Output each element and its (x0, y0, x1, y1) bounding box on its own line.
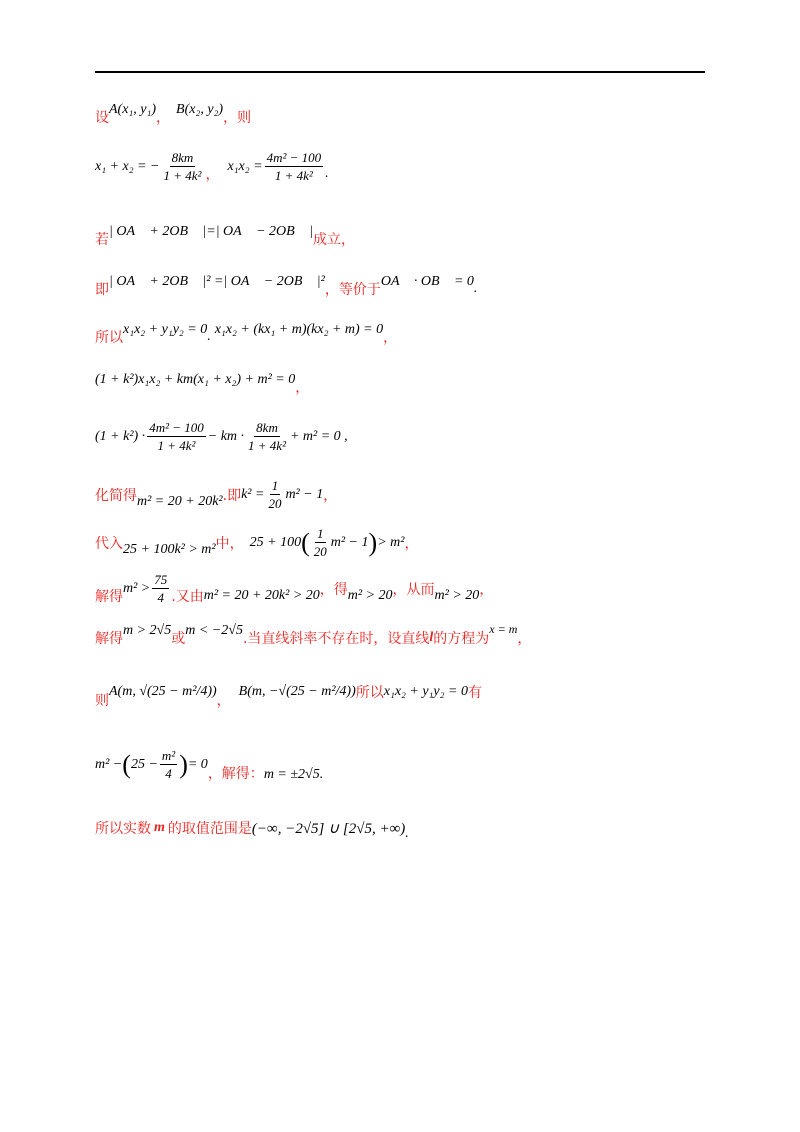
math-term: − km · (207, 428, 245, 444)
math-ineq: m² > 20 (434, 587, 480, 603)
line-vieta (95, 150, 329, 183)
line-then (95, 682, 482, 709)
text: 所以 (95, 330, 123, 346)
text: 中， (215, 535, 244, 552)
line-plug-in (95, 526, 418, 559)
math-var: l (429, 630, 434, 645)
text: ， (517, 631, 532, 647)
right-paren: ) (179, 749, 188, 779)
text: ， (323, 487, 338, 504)
text: 所以实数 (95, 821, 151, 837)
right-paren: ) (368, 527, 378, 557)
text: ，从而 (392, 581, 435, 598)
text: ，得 (319, 581, 348, 598)
math-point-b: B(x₂, y₂) (176, 102, 224, 117)
text: 成立， (312, 232, 355, 248)
text: .又由 (171, 588, 204, 605)
text: . (319, 766, 324, 782)
math-term: m² − 1 (285, 486, 324, 502)
text: 化简得 (95, 487, 137, 504)
math-term: k² = (241, 486, 265, 502)
math-term: + m² = 0 , (289, 428, 348, 444)
text: ， (156, 110, 171, 126)
line-square (95, 272, 478, 298)
math-dot-product: OA⃗ · OB⃗ = 0 (380, 274, 474, 289)
math-term: > m² (377, 534, 405, 550)
math-eq: x = m (489, 621, 518, 636)
line-condition (95, 222, 355, 248)
math-product: x₁x₂ = (227, 158, 263, 174)
header-rule (95, 71, 705, 73)
math-eq: x₁x₂ + y₁y₂ = 0 (383, 684, 468, 699)
math-term: m² > (123, 580, 151, 596)
text: 解得 (95, 588, 123, 605)
text: 设 (95, 110, 109, 126)
math-ineq: m < −2√5 (185, 623, 243, 638)
math-range: (−∞, −2√5] ∪ [2√5, +∞) (251, 820, 406, 837)
line-conclusion (95, 818, 409, 841)
math-eq: x₁x₂ + y₁y₂ = 0 (123, 322, 208, 337)
line-set-points (95, 100, 252, 126)
text: 代入 (95, 535, 123, 552)
line-vertical-solve (95, 748, 323, 781)
text: 的方程为 (433, 631, 490, 647)
text: 则 (95, 693, 109, 709)
text: ， (216, 693, 231, 709)
math-vector-square: | OA⃗ + 2OB⃗ |² =| OA⃗ − 2OB⃗ |² (109, 274, 325, 289)
text: ， (479, 581, 494, 598)
left-paren: ( (301, 527, 310, 557)
fraction: $\frac{8km}{\text{1 + 4k²}}$ (163, 150, 202, 183)
text: . (405, 826, 409, 841)
text: 即 (95, 282, 109, 298)
math-point-b: B(m, −√(25 − m²/4)) (238, 684, 356, 699)
text: ， (383, 330, 398, 346)
text: . (325, 165, 329, 181)
math-ineq: m > 2√5 (123, 623, 172, 638)
line-solve-m (95, 621, 532, 648)
text: ，则 (223, 110, 252, 126)
fraction: $\frac{\text{m²}}{4}$ (161, 748, 176, 781)
text: ， (295, 380, 310, 396)
left-paren: ( (122, 749, 131, 779)
line-simplify (95, 478, 337, 511)
math-ineq: 25 + 100k² > m² (123, 541, 216, 557)
text: .即 (222, 487, 242, 504)
fraction: $\frac{\text{4m² − 100}}{\text{1 + 4k²}}$ (266, 150, 322, 183)
math-eq: (1 + k²)x₁x₂ + km(x₁ + x₂) + m² = 0 (95, 372, 296, 387)
math-vector-eq: | OA⃗ + 2OB⃗ |=| OA⃗ − 2OB⃗ | (109, 224, 313, 239)
math-eq: m² = 20 + 20k² (137, 493, 223, 509)
fraction: $\frac{75}{4}$ (154, 572, 168, 605)
line-so (95, 320, 398, 346)
text: . (207, 329, 211, 344)
line-expand (95, 370, 310, 396)
fraction: $\frac{1}{20}$ (313, 526, 327, 559)
math-point-a: A(m, √(25 − m²/4)) (109, 684, 217, 699)
text: ，解得： (207, 765, 264, 782)
math-term: (1 + k²) · (95, 428, 146, 444)
math-sum: x₁ + x₂ = − (95, 158, 160, 174)
math-term: 25 − (130, 756, 158, 772)
text: .当直线斜率不存在时，设直线 (242, 631, 430, 647)
math-term: m² − (95, 756, 123, 772)
fraction: $\frac{1}{20}$ (268, 478, 282, 511)
math-eq: x₁x₂ + (kx₁ + m)(kx₂ + m) = 0 (214, 322, 384, 337)
text: ， (404, 535, 419, 552)
line-substitute (95, 420, 348, 453)
line-solve (95, 572, 493, 605)
text: 所以 (355, 685, 384, 701)
text: 的取值范围是 (167, 821, 252, 837)
math-ineq: m² = 20 + 20k² > 20 (203, 587, 320, 603)
text: ， (205, 166, 220, 183)
text: 或 (171, 631, 186, 647)
math-point-a: A(x₁, y₁) (109, 102, 157, 117)
math-eq: m = ±2√5 (263, 766, 320, 782)
math-ineq: m² > 20 (347, 587, 393, 603)
math-term: 25 + 100 (249, 534, 302, 550)
text: ，等价于 (324, 282, 381, 298)
fraction: $\frac{\text{4m² − 100}}{\text{1 + 4k²}}$ (149, 420, 204, 453)
math-var: m (154, 820, 165, 835)
text: 若 (95, 232, 109, 248)
text: . (473, 281, 478, 296)
text: 解得 (95, 631, 123, 647)
text: 有 (467, 685, 482, 701)
math-term: m² − 1 (330, 534, 369, 550)
fraction: $\frac{8km}{\text{1 + 4k²}}$ (248, 420, 286, 453)
math-term: = 0 (187, 756, 208, 772)
